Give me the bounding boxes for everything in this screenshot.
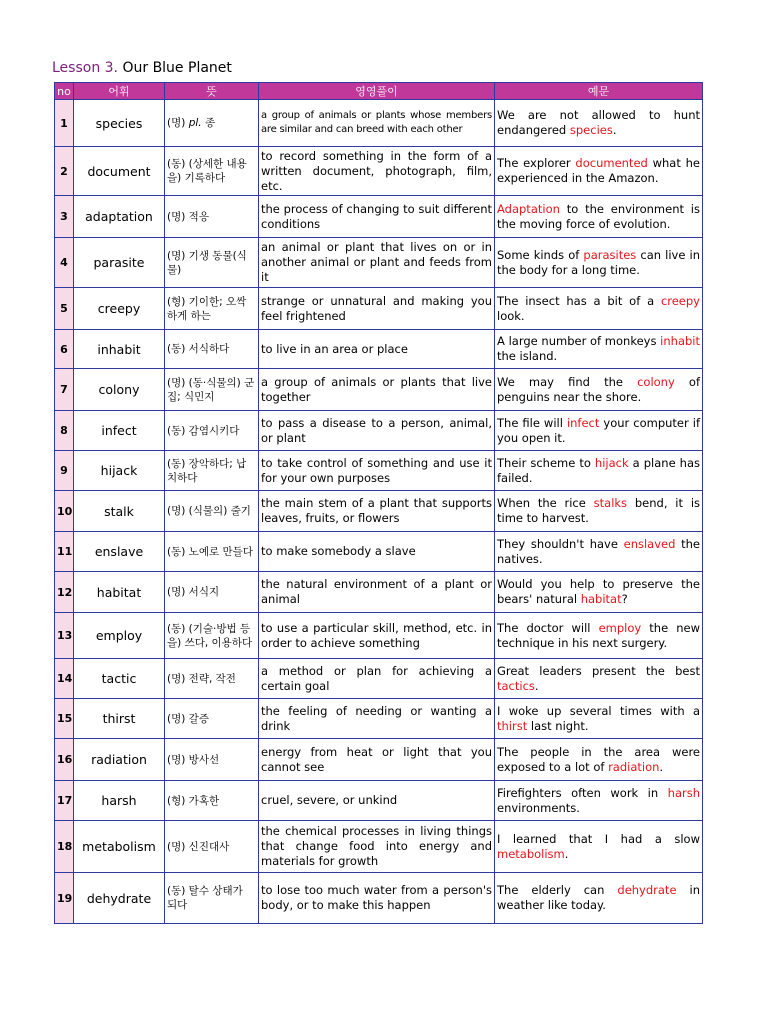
- example-text: to the environment is the moving force of evolution.: [497, 201, 700, 231]
- example-sentence: [495, 288, 703, 330]
- korean-meaning: (명) 적응: [165, 196, 259, 238]
- row-number: 2: [55, 147, 74, 196]
- vocab-word: colony: [74, 369, 165, 411]
- example-text: of penguins near the shore.: [497, 374, 701, 404]
- vocab-word: thirst: [74, 699, 165, 739]
- example-text: When the rice: [497, 496, 594, 510]
- table-row: [55, 451, 703, 491]
- vocab-word: hijack: [74, 451, 165, 491]
- example-sentence: [495, 613, 703, 659]
- row-number: 12: [55, 572, 74, 613]
- english-definition: a group of animals or plants that live together: [259, 369, 495, 411]
- example-text: ?: [621, 592, 628, 606]
- english-definition: the main stem of a plant that supports leaves, fruits, or flowers: [259, 491, 495, 532]
- table-row: [55, 532, 703, 572]
- korean-meaning: (명) 방사선: [165, 739, 259, 781]
- example-sentence: [495, 659, 703, 699]
- table-header-row: [55, 83, 703, 100]
- example-sentence: [495, 491, 703, 532]
- korean-meaning: (명) 서식지: [165, 572, 259, 613]
- english-definition: a group of animals or plants whose members are similar and can breed with each other: [259, 100, 495, 147]
- table-row: [55, 873, 703, 924]
- highlighted-word: parasites: [583, 247, 637, 262]
- page-title: [52, 60, 232, 76]
- highlighted-word: documented: [575, 156, 648, 170]
- example-sentence: [495, 369, 703, 411]
- example-text: the new technique in his next surgery.: [497, 620, 700, 650]
- example-text: environments.: [497, 800, 580, 815]
- example-text: bend, it is time to harvest.: [497, 496, 700, 525]
- table-row: [55, 821, 703, 873]
- vocab-word: enslave: [74, 532, 165, 572]
- meaning-plural-abbr: pl.: [188, 117, 202, 129]
- vocab-word: inhabit: [74, 330, 165, 369]
- korean-meaning: (동) 탈수 상태가 되다: [165, 873, 259, 924]
- header-meaning: 뜻: [165, 83, 259, 100]
- row-number: 11: [55, 532, 74, 572]
- highlighted-word: stalks: [593, 496, 628, 510]
- highlighted-word: tactics: [497, 678, 535, 693]
- example-text: We may find the: [497, 374, 638, 389]
- vocab-word: employ: [74, 613, 165, 659]
- highlighted-word: radiation: [608, 759, 660, 774]
- korean-meaning: (동) (기술·방법 등을) 쓰다, 이용하다: [165, 613, 259, 659]
- row-number: 6: [55, 330, 74, 369]
- example-sentence: [495, 699, 703, 739]
- row-number: 8: [55, 411, 74, 451]
- vocab-word: document: [74, 147, 165, 196]
- row-number: 9: [55, 451, 74, 491]
- english-definition: to use a particular skill, method, etc. in order to achieve something: [259, 613, 495, 659]
- header-example: 예문: [495, 83, 703, 100]
- example-sentence: [495, 532, 703, 572]
- example-text: in weather like today.: [497, 883, 701, 912]
- example-text: .: [564, 846, 569, 861]
- highlighted-word: species: [569, 123, 613, 137]
- row-number: 18: [55, 821, 74, 873]
- example-text: your computer if you open it.: [497, 415, 700, 445]
- vocab-word: parasite: [74, 238, 165, 288]
- table-row: [55, 572, 703, 613]
- highlighted-word: hijack: [594, 455, 629, 470]
- highlighted-word: enslaved: [623, 536, 676, 551]
- row-number: 14: [55, 659, 74, 699]
- example-text: last night.: [527, 718, 589, 733]
- row-number: 1: [55, 100, 74, 147]
- example-text: .: [659, 759, 664, 774]
- english-definition: energy from heat or light that you cannot see: [259, 739, 495, 781]
- table-row: [55, 100, 703, 147]
- vocab-word: harsh: [74, 781, 165, 821]
- table-row: [55, 411, 703, 451]
- korean-meaning: (명) 기생 동물(식물): [165, 238, 259, 288]
- example-text: .: [612, 123, 617, 137]
- example-text: We are not allowed to hunt endangered: [497, 108, 700, 137]
- meaning-text: 종: [201, 117, 216, 129]
- example-text: Would you help to preserve the bears' natural: [497, 577, 700, 606]
- highlighted-word: dehydrate: [617, 883, 677, 897]
- table-row: [55, 739, 703, 781]
- table-row: [55, 699, 703, 739]
- example-text: I learned that I had a slow: [497, 831, 700, 846]
- vocabulary-table: [54, 82, 703, 924]
- example-sentence: [495, 451, 703, 491]
- highlighted-word: colony: [637, 374, 675, 389]
- example-text: Their scheme to: [497, 455, 595, 470]
- row-number: 5: [55, 288, 74, 330]
- example-sentence: [495, 781, 703, 821]
- row-number: 13: [55, 613, 74, 659]
- example-text: The doctor will: [497, 620, 599, 635]
- example-sentence: [495, 572, 703, 613]
- highlighted-word: creepy: [660, 293, 700, 308]
- example-text: The file will: [497, 415, 567, 430]
- row-number: 7: [55, 369, 74, 411]
- english-definition: strange or unnatural and making you feel frightened: [259, 288, 495, 330]
- example-text: the natives.: [497, 536, 700, 566]
- example-sentence: [495, 330, 703, 369]
- korean-meaning: (명) 갈증: [165, 699, 259, 739]
- english-definition: to pass a disease to a person, animal, or plant: [259, 411, 495, 451]
- highlighted-word: thirst: [497, 718, 528, 733]
- highlighted-word: employ: [598, 620, 642, 635]
- korean-meaning: (동) 노예로 만들다: [165, 532, 259, 572]
- english-definition: the chemical processes in living things that change food into energy and materials for growth: [259, 821, 495, 873]
- english-definition: to take control of something and use it for your own purposes: [259, 451, 495, 491]
- table-row: [55, 330, 703, 369]
- example-text: The explorer: [497, 156, 576, 170]
- row-number: 17: [55, 781, 74, 821]
- example-sentence: [495, 739, 703, 781]
- example-text: The people in the area were exposed to a lot of: [497, 744, 700, 774]
- korean-meaning: [165, 100, 259, 147]
- korean-meaning: (동) (상세한 내용을) 기록하다: [165, 147, 259, 196]
- korean-meaning: (형) 가혹한: [165, 781, 259, 821]
- vocab-word: creepy: [74, 288, 165, 330]
- example-text: I woke up several times with a: [497, 703, 700, 718]
- english-definition: an animal or plant that lives on or in another animal or plant and feeds from it: [259, 238, 495, 288]
- example-text: They shouldn't have: [497, 536, 624, 551]
- example-text: The insect has a bit of a: [497, 293, 661, 308]
- table-row: [55, 238, 703, 288]
- header-no: no: [55, 83, 74, 100]
- english-definition: the natural environment of a plant or animal: [259, 572, 495, 613]
- korean-meaning: (동) 장악하다; 납치하다: [165, 451, 259, 491]
- highlighted-word: Adaptation: [497, 201, 560, 216]
- vocab-word: tactic: [74, 659, 165, 699]
- english-definition: a method or plan for achieving a certain goal: [259, 659, 495, 699]
- example-text: what he experienced in the Amazon.: [497, 156, 700, 185]
- english-definition: the feeling of needing or wanting a drink: [259, 699, 495, 739]
- english-definition: cruel, severe, or unkind: [259, 781, 495, 821]
- table-row: [55, 659, 703, 699]
- table-row: [55, 781, 703, 821]
- table-row: [55, 147, 703, 196]
- vocab-word: radiation: [74, 739, 165, 781]
- example-text: Firefighters often work in: [497, 785, 668, 800]
- row-number: 3: [55, 196, 74, 238]
- example-text: Some kinds of: [497, 247, 584, 262]
- korean-meaning: (명) 전략, 작전: [165, 659, 259, 699]
- example-sentence: [495, 147, 703, 196]
- header-word: 어휘: [74, 83, 165, 100]
- vocab-word: metabolism: [74, 821, 165, 873]
- english-definition: the process of changing to suit different conditions: [259, 196, 495, 238]
- example-text: Great leaders present the best: [497, 663, 700, 678]
- highlighted-word: inhabit: [660, 334, 700, 348]
- korean-meaning: (동) 감염시키다: [165, 411, 259, 451]
- example-sentence: [495, 821, 703, 873]
- example-text: a plane has failed.: [497, 455, 700, 485]
- highlighted-word: infect: [566, 415, 600, 430]
- example-text: the island.: [497, 349, 558, 363]
- english-definition: to record something in the form of a written document, photograph, film, etc.: [259, 147, 495, 196]
- table-row: [55, 491, 703, 532]
- example-sentence: [495, 196, 703, 238]
- highlighted-word: metabolism: [497, 846, 565, 861]
- highlighted-word: harsh: [667, 785, 700, 800]
- vocab-word: species: [74, 100, 165, 147]
- vocab-word: dehydrate: [74, 873, 165, 924]
- header-definition: 영영풀이: [259, 83, 495, 100]
- english-definition: to make somebody a slave: [259, 532, 495, 572]
- english-definition: to live in an area or place: [259, 330, 495, 369]
- korean-meaning: (명) 신진대사: [165, 821, 259, 873]
- row-number: 15: [55, 699, 74, 739]
- korean-meaning: (동) 서식하다: [165, 330, 259, 369]
- row-number: 10: [55, 491, 74, 532]
- example-sentence: [495, 100, 703, 147]
- row-number: 4: [55, 238, 74, 288]
- english-definition: to lose too much water from a person's body, or to make this happen: [259, 873, 495, 924]
- example-text: .: [534, 678, 539, 693]
- highlighted-word: habitat: [580, 592, 622, 606]
- korean-meaning: (명) (동·식물의) 군집; 식민지: [165, 369, 259, 411]
- row-number: 19: [55, 873, 74, 924]
- table-row: [55, 196, 703, 238]
- example-sentence: [495, 238, 703, 288]
- example-sentence: [495, 411, 703, 451]
- table-row: [55, 288, 703, 330]
- example-text: look.: [497, 308, 525, 323]
- korean-meaning: (형) 기이한; 오싹하게 하는: [165, 288, 259, 330]
- vocab-word: habitat: [74, 572, 165, 613]
- example-sentence: [495, 873, 703, 924]
- example-text: A large number of monkeys: [497, 334, 661, 348]
- vocab-word: adaptation: [74, 196, 165, 238]
- vocab-word: stalk: [74, 491, 165, 532]
- lesson-number: Lesson 3.: [52, 60, 119, 76]
- vocab-word: infect: [74, 411, 165, 451]
- example-text: can live in the body for a long time.: [497, 247, 700, 277]
- table-row: [55, 369, 703, 411]
- example-text: The elderly can: [497, 883, 618, 897]
- table-row: [55, 613, 703, 659]
- row-number: 16: [55, 739, 74, 781]
- korean-meaning: (명) (식물의) 줄기: [165, 491, 259, 532]
- lesson-name: Our Blue Planet: [118, 60, 232, 76]
- meaning-pos: (명): [167, 117, 189, 129]
